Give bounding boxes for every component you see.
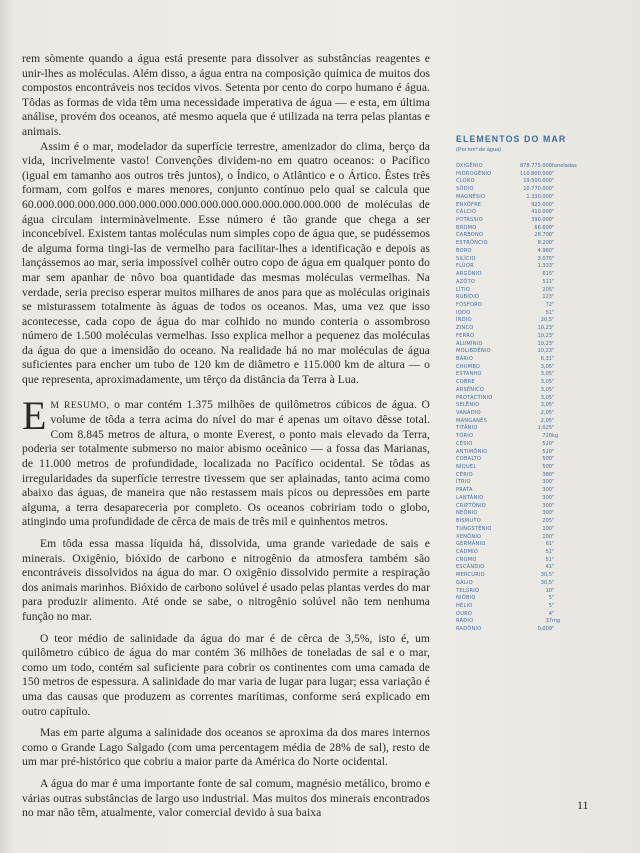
element-row	[456, 479, 596, 487]
element-value: 410.000	[531, 209, 552, 216]
element-row	[456, 317, 596, 325]
element-row	[456, 356, 596, 364]
element-row	[456, 626, 596, 634]
element-name: COBRE	[456, 379, 475, 386]
element-name: ALUMÍNIO	[456, 340, 483, 347]
element-row	[456, 348, 596, 356]
element-value: 51	[545, 548, 552, 555]
element-value: 110.800.000	[519, 170, 552, 177]
element-name: MOLIBDÊNIO	[456, 348, 491, 355]
element-unit: "	[552, 355, 555, 362]
sidebar-title: ELEMENTOS DO MAR	[456, 134, 567, 144]
element-value: 10,23	[537, 325, 552, 332]
element-value: 10,23	[537, 348, 552, 355]
element-row	[456, 611, 596, 619]
element-unit: "	[552, 471, 555, 478]
element-name: CHUMBO	[456, 363, 481, 370]
element-row	[456, 595, 596, 603]
element-value: 20,5	[540, 317, 552, 324]
element-unit: "	[552, 379, 555, 386]
body-text	[22, 52, 430, 821]
element-value: 51	[545, 556, 552, 563]
element-name: HÉLIO	[456, 602, 473, 609]
element-name: RUBÍDIO	[456, 294, 480, 301]
element-value: 205	[542, 518, 552, 525]
page-number: 11	[577, 798, 589, 812]
paragraph-6: Mas em parte alguma a salinidade dos oceanos se aproxima da dos mares internos como o Grande Lago Salgado (com uma percentagem média de 28% de sal), resto de um mar pré-histórico que cobriu a maior parte da América do Norte ocidental.	[22, 726, 430, 769]
element-value: 300	[542, 502, 552, 509]
element-unit: "	[552, 510, 555, 517]
element-value: 28.700	[534, 232, 552, 239]
element-name: ESTRÔNCIO	[456, 240, 488, 247]
element-unit: "	[552, 271, 555, 278]
element-unit: "	[552, 610, 555, 617]
paragraph-5: O teor médio de salinidade da água do mar é de cêrca de 3,5%, isto é, um quilômetro cúbico de água do mar contém 36 milhões de toneladas de sal e o mar, como um todo, contém sal suficiente para cobrir os continentes com uma camada de 150 metros de espessura. A salinidade do mar varia de lugar para lugar; essa variação é uma das causas que produzem as correntes marítimas, conforme será explicado em outro capítulo.	[22, 631, 430, 718]
element-unit: "	[552, 494, 555, 501]
element-unit: "	[552, 533, 555, 540]
element-row	[456, 294, 596, 302]
element-row	[456, 441, 596, 449]
element-unit: "	[552, 255, 555, 262]
element-value: 3,05	[540, 363, 552, 370]
element-row	[456, 618, 596, 626]
element-name: XENÔNIO	[456, 533, 482, 540]
element-unit: "	[552, 556, 555, 563]
elements-table	[456, 163, 596, 634]
element-unit: "	[552, 595, 555, 602]
element-value: 511	[542, 278, 552, 285]
element-name: ESTANHO	[456, 371, 482, 378]
element-value: 2,05	[540, 410, 552, 416]
element-value: 205	[542, 286, 552, 293]
element-name: BISMUTO	[456, 518, 481, 525]
element-value: 100	[542, 525, 552, 532]
element-row	[456, 456, 596, 464]
element-row	[456, 240, 596, 248]
element-unit: "	[552, 317, 555, 324]
element-name: POTÁSSIO	[456, 217, 483, 224]
element-value: 3,05	[540, 394, 552, 401]
element-unit: "	[552, 402, 555, 409]
element-unit: "	[552, 564, 555, 571]
element-unit: "	[552, 232, 555, 239]
element-unit: "	[552, 301, 555, 308]
element-row	[456, 449, 596, 457]
element-name: CÁLCIO	[456, 209, 477, 216]
element-value: 500	[542, 464, 552, 471]
element-unit: "	[552, 371, 555, 378]
element-value: 4.960	[537, 247, 552, 254]
element-name: IODO	[456, 309, 471, 316]
element-row	[456, 371, 596, 379]
element-value: 615	[542, 271, 552, 278]
element-name: ZINCO	[456, 325, 474, 332]
element-unit: "	[552, 209, 555, 216]
element-name: GÁLIO	[456, 579, 473, 586]
element-value: 51	[545, 309, 552, 316]
element-value: 500	[542, 456, 552, 463]
element-unit: "	[552, 348, 555, 355]
element-value: 10,23	[537, 332, 552, 339]
element-row	[456, 333, 596, 341]
element-unit: "	[552, 464, 555, 471]
element-row	[456, 310, 596, 318]
element-name: SÓDIO	[456, 186, 474, 193]
element-name: RÁDIO	[456, 618, 474, 625]
element-name: AZÔTO	[456, 278, 476, 285]
element-unit: "	[552, 224, 555, 231]
element-unit: "	[552, 548, 555, 555]
element-name: CÉRIO	[456, 471, 473, 478]
lead-in: M RESUMO,	[50, 400, 110, 411]
element-unit: mg	[552, 618, 561, 625]
element-value: 4	[548, 610, 552, 617]
element-value: 720	[542, 433, 552, 440]
element-name: HIDROGÊNIO	[456, 170, 492, 177]
element-value: 300	[542, 494, 552, 501]
element-name: MANGANÊS	[456, 417, 488, 424]
element-name: COBALTO	[456, 456, 482, 463]
element-row	[456, 603, 596, 611]
element-name: BÁRIO	[456, 355, 474, 362]
element-value: 1,025	[537, 425, 552, 432]
element-value: 3.075	[537, 255, 552, 262]
element-unit: "	[552, 579, 555, 586]
element-row	[456, 256, 596, 264]
element-name: OURO	[456, 610, 473, 617]
element-name: GERMÂNIO	[456, 541, 486, 548]
element-name: ESCÂNDIO	[456, 564, 485, 571]
element-name: ANTIMÔNIO	[456, 448, 488, 455]
element-name: RADÔNIO	[456, 626, 482, 633]
element-row	[456, 572, 596, 580]
element-unit: "	[552, 263, 555, 270]
element-row	[456, 248, 596, 256]
element-row	[456, 433, 596, 441]
element-value: 61	[545, 541, 552, 548]
element-name: ARSÊNICO	[456, 386, 485, 393]
element-unit: "	[552, 186, 555, 193]
element-unit: "	[552, 525, 555, 532]
element-value: 3,05	[540, 379, 552, 386]
element-row	[456, 387, 596, 395]
element-name: MERCÚRIO	[456, 572, 485, 579]
element-value: 520	[542, 440, 552, 447]
element-value: 3,05	[540, 402, 552, 409]
element-unit: "	[552, 217, 555, 224]
element-name: ÍNDIO	[456, 317, 472, 324]
element-unit: "	[552, 332, 555, 339]
element-unit: "	[552, 440, 555, 447]
element-value: 10.770.000	[523, 186, 552, 193]
element-name: TELÚRIO	[456, 587, 480, 594]
drop-cap: E	[22, 392, 47, 438]
element-row	[456, 510, 596, 518]
element-row	[456, 163, 596, 171]
elements-sidebar	[456, 134, 606, 634]
paragraph-7: A água do mar é uma importante fonte de sal comum, magnésio metálico, bromo e várias outras substâncias de largo uso industrial. Mas muitos dos minerais encontrados no mar não têm, atualmente, valor comercial devido à sua baixa	[22, 776, 430, 820]
element-value: 0,009	[537, 626, 552, 633]
element-unit: "	[552, 541, 555, 548]
element-unit: "	[552, 417, 555, 424]
element-value: 100	[542, 533, 552, 540]
element-name: LÍTIO	[456, 286, 471, 293]
element-row	[456, 588, 596, 596]
paragraph-1: rem sòmente quando a água está presente para dissolver as substâncias reagentes e unir-lhes as moléculas. Além disso, a água entra na composição química de muitos dos compostos encontráveis nos tecidos vivos. Setenta por cento do corpo humano é água. Tôdas as formas de vida têm uma necessidade imperativa de água — e esta, em última análise, provém dos oceanos, até mesmo aquela que é utilizada na terra pelas plantas e animais.	[22, 52, 430, 138]
element-unit: toneladas	[552, 163, 577, 169]
element-row	[456, 425, 596, 433]
element-row	[456, 209, 596, 217]
element-value: 66.600	[534, 224, 552, 231]
element-row	[456, 410, 596, 418]
element-value: 878.775.000	[519, 163, 552, 169]
element-unit: "	[552, 309, 555, 316]
element-value: 5	[548, 595, 552, 602]
element-row	[456, 225, 596, 233]
element-value: 390.000	[531, 217, 552, 224]
element-name: MAGNÉSIO	[456, 193, 486, 200]
element-value: 8.200	[537, 240, 552, 247]
element-unit: "	[552, 572, 555, 579]
element-unit: "	[552, 518, 555, 525]
element-name: CÁDMIO	[456, 548, 479, 555]
element-name: OXIGÊNIO	[456, 163, 483, 169]
element-row	[456, 171, 596, 179]
element-name: TITÂNIO	[456, 425, 478, 432]
element-row	[456, 271, 596, 279]
element-unit: "	[552, 626, 555, 633]
element-name: TÓRIO	[456, 433, 474, 440]
element-unit: "	[552, 247, 555, 254]
element-name: FÓSFORO	[456, 301, 483, 308]
element-name: CARBONO	[456, 232, 484, 239]
element-row	[456, 325, 596, 333]
element-name: FERRO	[456, 332, 475, 339]
element-name: PROTACTÍNIO	[456, 394, 493, 401]
element-unit: "	[552, 325, 555, 332]
element-value: 3,05	[540, 386, 552, 393]
element-value: 1.333	[537, 263, 552, 270]
sidebar-subtitle: (Por km³ de água)	[456, 147, 502, 153]
element-unit: kg	[552, 433, 559, 440]
element-name: CRIPTÔNIO	[456, 502, 487, 509]
element-name: ENXÔFRE	[456, 201, 482, 208]
element-row	[456, 194, 596, 202]
element-unit: "	[552, 479, 555, 486]
element-name: NÍQUEL	[456, 464, 477, 471]
element-unit: "	[552, 294, 555, 301]
paragraph-3-text: o mar contém 1.375 milhões de quilômetros cúbicos de água. O volume de tôda a terra acima do nível do mar é apenas um oitavo dêsse total. Com 8.845 metros de altura, o monte Everest, o ponto mais elevado da Terra, poderia ser totalmente submerso no maior abismo oceânico — a fossa das Marianas, de 11.000 metros de profundidade, localizada no Pacífico ocidental. Se tôdas as irregularidades da superfície terrestre tivessem que ser aplainadas, tanto acima como abaixo das águas, de maneira que não restassem mais picos ou depressões em parte alguma, a terra desapareceria por completo. Os oceanos cobririam todo o globo, atingindo uma profundidade de cêrca de mais de três mil e quinhentos metros.	[22, 397, 430, 529]
element-name: ÍTRIO	[456, 479, 471, 486]
element-row	[456, 263, 596, 271]
element-row	[456, 464, 596, 472]
element-name: LANTÂNIO	[456, 494, 484, 501]
element-row	[456, 472, 596, 480]
element-row	[456, 279, 596, 287]
element-row	[456, 564, 596, 572]
element-row	[456, 487, 596, 495]
element-value: 41	[545, 564, 552, 571]
element-name: FLÚOR	[456, 263, 474, 270]
element-value: 2,05	[540, 417, 552, 424]
element-unit: "	[552, 394, 555, 401]
element-name: NIÓBIO	[456, 595, 476, 602]
element-value: 30,5	[540, 572, 552, 579]
element-name: VANÁDIO	[456, 410, 481, 416]
element-row	[456, 526, 596, 534]
element-name: CROMO	[456, 556, 477, 563]
paragraph-4: Em tôda essa massa líquida há, dissolvida, uma grande variedade de sais e minerais. Oxigênio, bióxido de carbono e nitrogênio da atmosfera também são encontráveis dissolvidos na água do mar. O oxigênio dissolvido permite a respiração dos animais marinhos. Bióxido de carbono solúvel é usado pelas plantas verdes do mar para produzir alimento. Até onde se sabe, o nitrogênio solúvel não tem nenhuma função no mar.	[22, 537, 430, 623]
element-value: 300	[542, 510, 552, 517]
element-row	[456, 202, 596, 210]
element-name: NEÔNIO	[456, 510, 478, 517]
element-unit: "	[552, 278, 555, 285]
element-value: 3,05	[540, 371, 552, 378]
element-row	[456, 178, 596, 186]
element-value: 19.500.000	[523, 178, 552, 185]
element-unit: "	[552, 178, 555, 185]
element-name: SELÊNIO	[456, 402, 480, 409]
element-value: 72	[545, 301, 552, 308]
element-name: BORO	[456, 247, 472, 254]
element-row	[456, 217, 596, 225]
element-name: PRATA	[456, 487, 473, 494]
element-value: 123	[542, 294, 552, 301]
element-unit: "	[552, 170, 555, 177]
element-value: 300	[542, 479, 552, 486]
element-row	[456, 379, 596, 387]
element-name: CÉSIO	[456, 440, 473, 447]
element-value: 1.330.000	[526, 193, 552, 200]
element-unit: "	[552, 193, 555, 200]
element-row	[456, 495, 596, 503]
element-row	[456, 186, 596, 194]
element-row	[456, 402, 596, 410]
element-unit: "	[552, 602, 555, 609]
element-unit: "	[552, 201, 555, 208]
element-unit: "	[552, 363, 555, 370]
element-value: 10,23	[537, 340, 552, 347]
element-unit: "	[552, 587, 555, 594]
element-unit: "	[552, 448, 555, 455]
element-row	[456, 518, 596, 526]
element-value: 10	[545, 587, 552, 594]
element-value: 5	[548, 602, 552, 609]
element-unit: "	[552, 386, 555, 393]
paragraph-2: Assim é o mar, modelador da superfície terrestre, amenizador do clima, berço da vida, incrìvelmente vasto! Convenções dividem-no em quatro oceanos: o Pacífico (igual em tamanho aos outros três juntos), o Índico, o Atlântico e o Ártico. Êstes três formam, com golfos e mares menores, conjunto contínuo pelo qual se calcula que 60.000.000.000.000.000.000.000.000.000.000.000.000.000.000.000 de moléculas de água circulam interminàvelmente. Esse número é tão grande que chega a ser inconcebível. Existem tantas moléculas num simples copo de água que, se pudéssemos de alguma forma tingi-las de vermelho para facilitar-lhes a identificação e depois as lançássemos ao mar, seria impossível colhêr outro copo de água em qualquer ponto do mar sem apanhar de nôvo boa quantidade das mesmas moléculas vermelhas. Na verdade, seria preciso esperar muitos milhares de anos para que as moléculas originais se misturassem totalmente às águas de todos os oceanos. Mas, uma vez que isso acontecesse, cada copo de água do mar colhido no mundo conteria o assombroso número de 1.500 moléculas vermelhas. Isso explica melhor a pequenez das moléculas da água do que a imensidão do oceano. Na realidade há no mar moléculas de água suficientes para encher um tubo de 120 km de diâmetro e 115.000 km de altura — o que representa, aproximadamente, um têrço da distância da Terra à Lua.	[22, 139, 430, 387]
element-unit: "	[552, 425, 555, 432]
element-value: 520	[542, 448, 552, 455]
element-row	[456, 364, 596, 372]
element-row	[456, 302, 596, 310]
element-name: CLORO	[456, 178, 475, 185]
element-unit: "	[552, 502, 555, 509]
element-value: 37	[545, 618, 552, 625]
element-value: 30,5	[540, 579, 552, 586]
element-unit: "	[552, 456, 555, 463]
element-value: 6,31	[540, 355, 552, 362]
element-unit: "	[552, 340, 555, 347]
element-value: 300	[542, 487, 552, 494]
element-unit: "	[552, 286, 555, 293]
element-value: 923.000	[531, 201, 552, 208]
element-row	[456, 580, 596, 588]
element-unit: "	[552, 410, 555, 416]
element-name: SILÍCIO	[456, 255, 476, 262]
element-row	[456, 541, 596, 549]
element-name: ARGÔNIO	[456, 271, 482, 278]
element-unit: "	[552, 487, 555, 494]
paragraph-3	[22, 392, 430, 530]
element-row	[456, 549, 596, 557]
element-unit: "	[552, 240, 555, 247]
element-name: BROMO	[456, 224, 477, 231]
element-value: 380	[542, 471, 552, 478]
element-name: TUNGSTÊNIO	[456, 525, 492, 532]
